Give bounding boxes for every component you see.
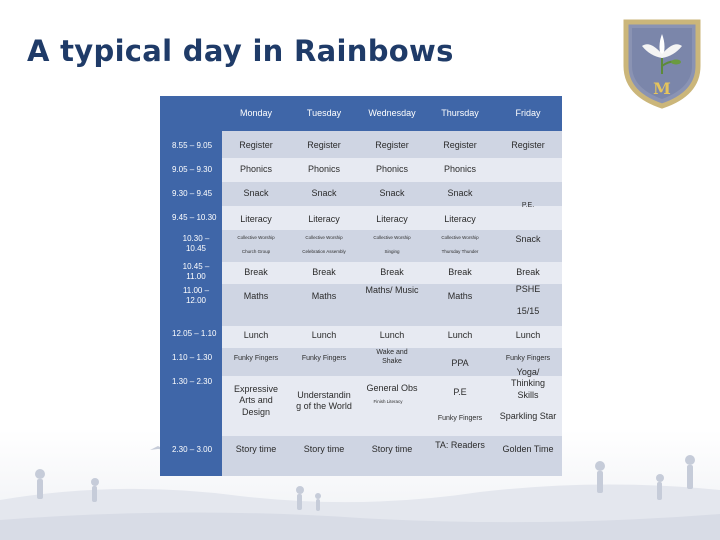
- thursday-worship: Collective Worship: [441, 235, 479, 241]
- thursday-maths: Maths: [447, 291, 473, 302]
- time-slot: 1.30 – 2.30: [172, 377, 213, 386]
- friday-pshe: PSHE: [515, 284, 541, 295]
- timetable: [160, 96, 562, 476]
- tuesday-story-time: Story time: [303, 444, 345, 455]
- thursday-literacy: Literacy: [444, 214, 476, 225]
- thursday-ppa: PPA: [451, 358, 469, 369]
- tuesday-afternoon: Understandin g of the World: [296, 389, 352, 411]
- thursday-pe: P.E: [453, 387, 467, 398]
- wednesday-break: Break: [380, 267, 404, 278]
- day-header-wednesday: Wednesday: [358, 96, 426, 131]
- tuesday-register: Register: [307, 140, 341, 151]
- time-slot: 10.30 – 10.45: [182, 234, 210, 253]
- thursday-lunch: Lunch: [447, 330, 473, 341]
- day-header-monday: Monday: [222, 96, 290, 131]
- wednesday-phonics: Phonics: [375, 164, 409, 175]
- wednesday-maths-music: Maths/ Music: [365, 285, 419, 295]
- day-header-thursday: Thursday: [426, 96, 494, 131]
- friday-lunch: Lunch: [515, 330, 541, 341]
- wednesday-general-obs: General Obs: [366, 383, 418, 394]
- monday-literacy: Literacy: [240, 214, 272, 225]
- tuesday-phonics: Phonics: [307, 164, 341, 175]
- monday-funky-fingers: Funky Fingers: [233, 354, 279, 362]
- wednesday-snack: Snack: [379, 188, 405, 199]
- school-crest-logo: [620, 14, 704, 110]
- monday-snack: Snack: [243, 188, 269, 199]
- monday-break: Break: [244, 267, 268, 278]
- time-slot: 11.00 – 12.00: [182, 286, 210, 305]
- thursday-register: Register: [443, 140, 477, 151]
- monday-phonics: Phonics: [239, 164, 273, 175]
- tuesday-literacy: Literacy: [308, 214, 340, 225]
- page-title: A typical day in Rainbows: [27, 34, 454, 68]
- tuesday-worship-note: Celebration Assembly: [302, 249, 346, 255]
- tuesday-snack: Snack: [311, 188, 337, 199]
- wednesday-wake-and-shake: Wake and Shake: [376, 349, 408, 365]
- wednesday-story-time: Story time: [371, 444, 413, 455]
- wednesday-worship-note: Singing: [384, 249, 400, 255]
- tuesday-maths: Maths: [311, 291, 337, 302]
- friday-funky-fingers: Funky Fingers: [505, 354, 551, 362]
- monday-register: Register: [239, 140, 273, 151]
- monday-worship-note: Church Group: [241, 249, 271, 255]
- monday-worship: Collective Worship: [237, 235, 275, 241]
- time-slot: 9.30 – 9.45: [172, 189, 213, 198]
- monday-maths: Maths: [243, 291, 269, 302]
- friday-pe: P.E.: [521, 201, 535, 209]
- thursday-break: Break: [448, 267, 472, 278]
- wednesday-lunch: Lunch: [379, 330, 405, 341]
- time-slot: 2.30 – 3.00: [172, 445, 213, 454]
- friday-register: Register: [511, 140, 545, 151]
- friday-golden-time: Golden Time: [502, 444, 554, 455]
- time-slot: 9.45 – 10.30: [172, 213, 217, 222]
- wednesday-finish-literacy: Finish Literacy: [373, 399, 403, 405]
- time-slot: 10.45 – 11.00: [182, 262, 210, 281]
- time-slot: 12.05 – 1.10: [172, 329, 217, 338]
- header-corner: [160, 96, 222, 131]
- wednesday-worship: Collective Worship: [373, 235, 411, 241]
- friday-pshe-year: 15/15: [516, 306, 540, 317]
- thursday-ta-readers: TA: Readers: [435, 440, 485, 451]
- tuesday-break: Break: [312, 267, 336, 278]
- monday-lunch: Lunch: [243, 330, 269, 341]
- friday-break: Break: [516, 267, 540, 278]
- time-slot: 9.05 – 9.30: [172, 165, 213, 174]
- thursday-worship-note: Thursday Thunder: [441, 249, 479, 255]
- tuesday-lunch: Lunch: [311, 330, 337, 341]
- time-slot: 1.10 – 1.30: [172, 353, 213, 362]
- thursday-phonics: Phonics: [443, 164, 477, 175]
- friday-sparkling-star: Sparkling Star: [499, 411, 557, 422]
- wednesday-register: Register: [375, 140, 409, 151]
- wednesday-literacy: Literacy: [376, 214, 408, 225]
- day-header-tuesday: Tuesday: [290, 96, 358, 131]
- friday-snack: Snack: [515, 234, 541, 245]
- time-slot: 8.55 – 9.05: [172, 141, 213, 150]
- monday-afternoon: Expressive Arts and Design: [233, 384, 278, 417]
- crest-initials: M: [653, 79, 671, 98]
- thursday-snack: Snack: [447, 188, 473, 199]
- tuesday-funky-fingers: Funky Fingers: [301, 354, 347, 362]
- monday-story-time: Story time: [235, 444, 277, 455]
- tuesday-worship: Collective Worship: [305, 235, 343, 241]
- friday-yoga: Yoga/ Thinking Skills: [510, 367, 546, 400]
- day-header-friday: Friday: [494, 96, 562, 131]
- thursday-funky-fingers: Funky Fingers: [437, 414, 483, 422]
